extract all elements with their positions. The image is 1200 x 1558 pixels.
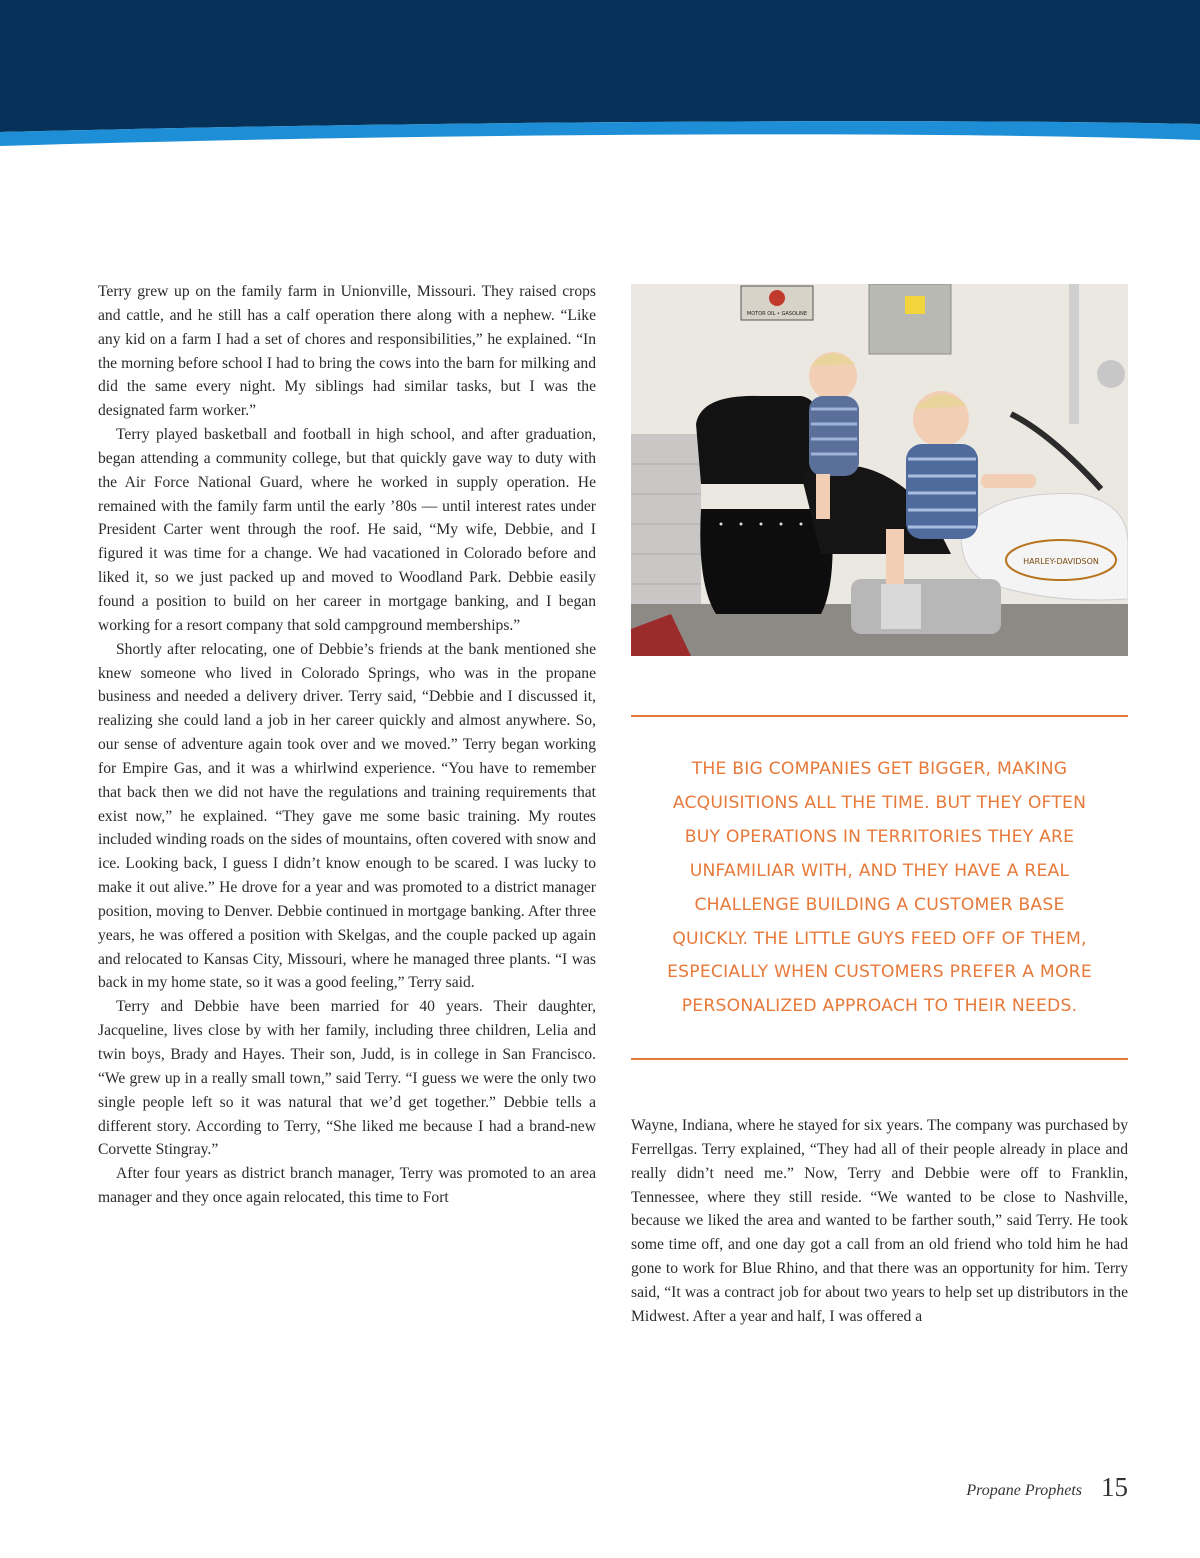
paragraph: Terry grew up on the family farm in Unionville, Missouri. They raised crops and cattle, and he still has a calf operation there along with a nephew. “Like any kid on a farm I had a set of chores and responsibilities,” he explained. “In the morning before school I had to bring the cows into the barn for milking and did the same every night. My siblings had similar tasks, but I was the designated farm worker.” [98, 283, 596, 420]
paragraph: Terry and Debbie have been married for 40 years. Their daughter, Jacqueline, lives close by with her family, including three children, Lelia and twin boys, Brady and Hayes. Their son, Judd, is in college in San Francisco. “We grew up in a really small town,” said Terry. “I guess we were the only two single people left so it was natural that we’d get together.” Debbie tells a different story. According to Terry, “She liked me because I had a brand-new Corvette Stingray.” [98, 998, 596, 1159]
publication-title: Propane Prophets [966, 1482, 1082, 1499]
paragraph: Wayne, Indiana, where he stayed for six years. The company was purchased by Ferrellgas. Terry explained, “They had all of their people already in place and really didn’t need me.” Now, Terry and Debbie were off to Franklin, Tennessee, where they still reside. “We wanted to be close to Nashville, because we liked the area and wanted to be farther south,” said Terry. He took some time off, and one day got a call from an old friend who told him he had gone to work for Blue Rhino, and that there was an opportunity for him. Terry said, “It was a contract job for about two years to help set up distributors in the Midwest. After a year and half, I was offered a [631, 1117, 1128, 1325]
photo-twins-on-motorcycle [631, 284, 1128, 656]
pull-quote-line: ESPECIALLY WHEN CUSTOMERS PREFER A MORE [667, 962, 1092, 983]
article-right-column [631, 1114, 1128, 1329]
pull-quote-line: BUY OPERATIONS IN TERRITORIES THEY ARE [684, 826, 1075, 847]
pull-quote-line: CHALLENGE BUILDING A CUSTOMER BASE [694, 894, 1065, 915]
header-banner [0, 0, 1200, 150]
pull-quote-top-rule [631, 715, 1128, 717]
pull-quote-line: PERSONALIZED APPROACH TO THEIR NEEDS. [681, 996, 1078, 1017]
paragraph: After four years as district branch manager, Terry was promoted to an area manager and they once again relocated, this time to Fort [98, 1165, 596, 1207]
pull-quote-line: QUICKLY. THE LITTLE GUYS FEED OFF OF THEM, [672, 928, 1087, 949]
wall-sign [741, 286, 813, 320]
svg-text:MOTOR OIL • GASOLINE: MOTOR OIL • GASOLINE [746, 311, 808, 317]
pull-quote [631, 753, 1128, 1024]
pull-quote-line: UNFAMILIAR WITH, AND THEY HAVE A REAL [689, 860, 1070, 881]
pull-quote-line: ACQUISITIONS ALL THE TIME. BUT THEY OFTEN [672, 792, 1087, 813]
paragraph: Shortly after relocating, one of Debbie’s friends at the bank mentioned she knew someone who lived in Colorado Springs, who was in the propane business and needed a delivery driver. Terry said, “Debbie and I discussed it, realizing she could land a job in her career quickly and almost anywhere. So, our sense of adventure again took over and we moved.” Terry began working for Empire Gas, and it was a whirlwind experience. “You have to remember that back then we did not have the regulations and training requirements that exist now,” he explained. “They gave me some basic training. My routes included winding roads on the sides of mountains, often covered with snow and ice. Looking back, I guess I didn’t know enough to be scared. I was lucky to make it out alive.” He drove for a year and was promoted to a district manager position, moving to Denver. Debbie continued in mortgage banking. After three years, he was offered a position with Skelgas, and the couple packed up again and relocated to Kansas City, Missouri, where he managed three plants. “I was back in my home state, so it was a good feeling,” Terry said. [98, 640, 596, 992]
svg-text:HARLEY-DAVIDSON: HARLEY-DAVIDSON [1023, 557, 1099, 566]
paragraph: Terry played basketball and football in high school, and after graduation, began attending a community college, but that quickly gave way to duty with the Air Force National Guard, where he worked in supply operation. He remained with the family farm until the early ’80s — until interest rates under President Carter went through the roof. He said, “My wife, Debbie, and I figured it was time for a change. We had vacationed in Colorado before and liked it, so we just packed up and moved to Woodland Park. Debbie easily found a position to build on her career in mortgage banking, and I began working for a resort company that sold campground memberships.” [98, 426, 596, 634]
pull-quote-bottom-rule [631, 1058, 1128, 1060]
page-number: 15 [1101, 1472, 1128, 1502]
article-left-column [98, 280, 596, 1210]
pull-quote-line: THE BIG COMPANIES GET BIGGER, MAKING [691, 759, 1068, 779]
